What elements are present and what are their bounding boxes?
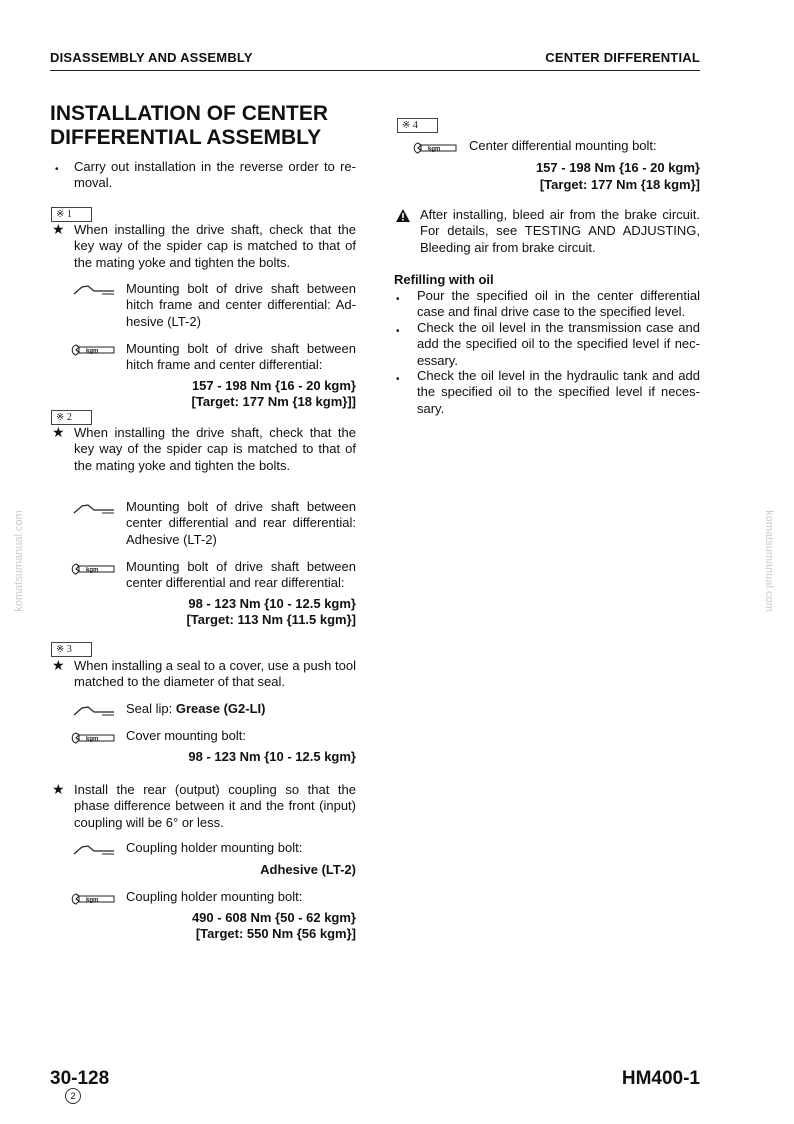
note-coupling: Install the rear (output) coupling so that the phase difference between it and the front (input) coupling will be 6° or less. [74,782,356,830]
adhesive-spec-4-value: Adhesive (LT-2) [260,862,356,877]
adhesive-icon [72,502,116,516]
torque-spec-2-label: Mounting bolt of drive shaft between center differential and rear differential: [126,559,356,591]
model-number: HM400-1 [621,1068,700,1089]
warning-bleed-air: After installing, bleed air from the brake circuit. For details, see TESTING AND ADJUSTING, Bleeding air from brake circuit. [420,207,700,255]
star-icon: ★ [52,424,65,440]
adhesive-spec-1: Mounting bolt of drive shaft between hitch frame and center differential: Ad-hesive (LT-2) [126,281,356,329]
torque-spec-5-label: Center differential mounting bolt: [469,138,657,153]
torque-spec-5-value: 157 - 198 Nm {16 - 20 kgm} [535,160,700,175]
watermark-left: komatsumanual.com [12,510,25,612]
star-icon: ★ [52,221,65,237]
refill-step-1: Pour the specified oil in the center differential case and final drive case to the specified level. [417,288,700,320]
warning-icon [395,208,411,223]
bullet-icon: • [396,294,400,305]
torque-spec-3-value: 98 - 123 Nm {10 - 12.5 kgm} [188,749,356,764]
reference-mark-4: ※ 4 [397,118,438,133]
revision-badge: 2 [65,1088,81,1104]
grease-label: Seal lip: [126,701,176,716]
torque-spec-3-label: Cover mounting bolt: [126,728,246,743]
reference-mark-1: ※ 1 [51,207,92,222]
bullet-icon: • [396,326,400,337]
svg-text:kgm: kgm [86,348,99,355]
note-seal: When installing a seal to a cover, use a push tool matched to the diameter of that seal. [74,658,356,690]
svg-text:kgm: kgm [86,567,99,574]
reference-mark-3: ※ 3 [51,642,92,657]
torque-wrench-icon [70,562,116,576]
torque-spec-1-target: [Target: 177 Nm {18 kgm}]] [191,394,356,409]
header-rule [50,70,700,71]
adhesive-icon [72,283,116,297]
adhesive-icon [72,843,116,857]
torque-spec-4-value: 490 - 608 Nm {50 - 62 kgm} [191,910,356,925]
star-icon: ★ [52,657,65,673]
refill-step-3: Check the oil level in the hydraulic tank and add the specified oil to the specified level if neces-sary. [417,368,700,416]
torque-wrench-icon [70,343,116,357]
svg-text:kgm: kgm [86,736,99,743]
grease-value: Grease (G2-LI) [175,701,266,716]
refill-heading: Refilling with oil [394,272,494,287]
adhesive-spec-4-label: Coupling holder mounting bolt: [126,840,303,855]
torque-wrench-icon [70,892,116,906]
torque-spec-2-target: [Target: 113 Nm {11.5 kgm}] [186,612,356,627]
svg-text:kgm: kgm [428,146,441,153]
page-title [50,102,370,150]
title-line-2: DIFFERENTIAL ASSEMBLY [50,126,322,149]
refill-step-2: Check the oil level in the transmission case and add the specified oil to the specified level if nec-essary. [417,320,700,368]
torque-spec-1-value: 157 - 198 Nm {16 - 20 kgm} [191,378,356,393]
intro-bullet-text: Carry out installation in the reverse order to re-moval. [74,159,356,191]
note-drive-shaft-1: When installing the drive shaft, check that the key way of the spider cap is matched to that of the mating yoke and tighten the bolts. [74,222,356,270]
torque-spec-4-target: [Target: 550 Nm {56 kgm}] [195,926,356,941]
torque-spec-5-target: [Target: 177 Nm {18 kgm}] [539,177,700,192]
note-drive-shaft-2: When installing the drive shaft, check that the key way of the spider cap is matched to that of the mating yoke and tighten the bolts. [74,425,356,473]
svg-text:kgm: kgm [86,897,99,904]
watermark-right: komatsumanual.com [762,510,775,612]
adhesive-spec-2: Mounting bolt of drive shaft between center differential and rear differential: Adhesive (LT-2) [126,499,356,547]
header-chapter-title: CENTER DIFFERENTIAL [545,50,700,65]
title-line-1: INSTALLATION OF CENTER [50,102,329,125]
adhesive-icon [72,704,116,718]
reference-mark-2: ※ 2 [51,410,92,425]
bullet-icon: • [396,374,400,385]
torque-spec-2-value: 98 - 123 Nm {10 - 12.5 kgm} [188,596,356,611]
star-icon: ★ [52,781,65,797]
torque-wrench-icon [412,141,458,155]
torque-wrench-icon [70,731,116,745]
header-section-title: DISASSEMBLY AND ASSEMBLY [50,50,253,65]
grease-spec [126,701,356,717]
torque-spec-4-label: Coupling holder mounting bolt: [126,889,303,904]
torque-spec-1-label: Mounting bolt of drive shaft between hitch frame and center differential: [126,341,356,373]
bullet-icon: • [55,164,59,175]
page-number: 30-128 [50,1068,110,1089]
